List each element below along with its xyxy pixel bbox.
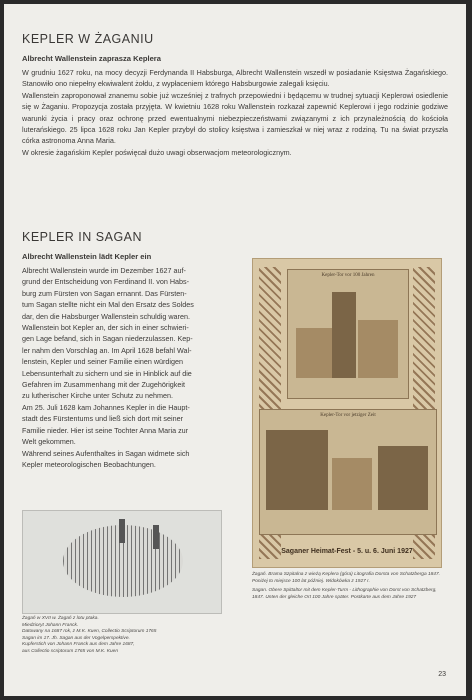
section-polish <box>22 32 448 158</box>
building-illustration <box>332 458 372 510</box>
text-line: Kepler meteorologischen Beobachtungen. <box>22 459 156 469</box>
engraving-caption <box>22 616 212 656</box>
caption-line: Miedzioryt Johann Franck. <box>22 622 79 628</box>
festival-postcard-image <box>252 258 442 568</box>
subheading-german: Albrecht Wallenstein lädt Kepler ein <box>22 252 152 261</box>
section-heading-german: KEPLER IN SAGAN <box>22 230 143 244</box>
caption-line: Żagań w XVII w. Żagań z lotu ptaka. <box>22 616 99 621</box>
text-line: Welt gekommen. <box>22 437 76 447</box>
text-line: gen Lage befand, sich in Sagan niederzulassen. Kep- <box>22 334 193 344</box>
caption-line: Datowany na 1687 rok, z M.K. Kuen, Collectio Scriptorum 1765 <box>22 629 157 635</box>
caption-line: Sagan im 17. Jh. Sagan aus der Vogelperspektive. <box>22 635 130 641</box>
caption-line: aus Collectio scriptorum 1765 von M.K. Kuen <box>22 648 118 654</box>
postcard-caption <box>252 572 442 601</box>
tower-illustration <box>119 519 125 543</box>
caption-polish: Żagań. Brama Szpitalna z wieżą Keplera (góra) Litografia Dorsta von Schatzberga 1847. Poniżej to miejsce 100 lat później. Widokówka z 1927 r. <box>252 572 440 584</box>
text-line: zu lutherischer Kirche unter Schutz zu nehmen. <box>22 391 174 401</box>
postcard-caption-top: Kepler-Tor vor 100 Jahren <box>321 273 375 278</box>
section-heading-polish: KEPLER W ŻAGANIU <box>22 32 154 46</box>
document-page <box>4 4 466 696</box>
text-line: Wallenstein bot Kepler an, der sich in einer schwieri- <box>22 323 189 333</box>
text-line: grund der Entscheidung von Ferdinand II. von Habs- <box>22 277 190 287</box>
text-line: dar, den die Habsburger Wallenstein schuldig waren. <box>22 311 190 321</box>
text-line: burg zum Fürsten von Sagan ernannt. Das Fürsten- <box>22 288 187 298</box>
subheading-polish: Albrecht Wallenstein zaprasza Keplera <box>22 54 161 63</box>
text-line: ler nahm den Vorschlag an. Im April 1628 befahl Wal- <box>22 345 192 355</box>
building-illustration <box>266 430 328 510</box>
text-line: stadt des Fürstentums und ließ sich dort mit seiner <box>22 414 183 424</box>
text-line: Albrecht Wallenstein wurde im Dezember 1627 auf- <box>22 266 186 275</box>
text-line: lenstein, Kepler und seiner Familie einen würdigen <box>22 357 184 367</box>
text-line: Am 25. Juli 1628 kam Johannes Kepler in die Haupt- <box>22 402 190 412</box>
caption-german: Sagan. Obere Spittaltor mit dem Kepler-Turm - Lithographie von Dorst von Schatzberg, 1847. Unten der gleiche Ort 100 Jahre später. Postkarte aus dem Jahre 1927 <box>252 588 437 600</box>
paragraph-polish-2: Wallenstein zaproponował znanemu sobie już wcześniej z trafnych przepowiedni i będącemu w trudnej sytuacji Keplerowi osiedlenie się w Żaganiu. Propozycja została przyjęta. W kwietniu 1628 roku Wallenstein rozkazał zapewnić Keplerowi i jego rodzinie godziwe warunki życia i pracy oraz ochronę przed ewentualnymi niebezpieczeństwami związanymi z ich przynależnością do kościoła luterańskiego. 25 lipca 1628 roku Jan Kepler przybył do stolicy księstwa i zamieszkał w niej wraz z rodziną. Tu na świat przyszła córka astronoma Anna Maria. <box>22 90 448 146</box>
building-illustration <box>296 328 332 378</box>
text-line: Gefahren im Zusammenhang mit der Zugehörigkeit <box>22 380 185 390</box>
paragraph-polish-1: W grudniu 1627 roku, na mocy decyzji Ferdynanda II Habsburga, Albrecht Wallenstein wszedł w posiadanie Księstwa Żagańskiego. Stanowiło ono niepełny ekwiwalent żołdu, z wypłaceniem którego Habsburgowie zalegali księciu. <box>22 68 448 89</box>
kepler-gate-lithograph <box>287 269 409 399</box>
text-line: Lebensunterhalt zu sichern und sie in Hinblick auf die <box>22 368 192 378</box>
gate-tower-illustration <box>332 292 356 378</box>
postcard-footer: Saganer Heimat-Fest - 5. u. 6. Juni 1927 <box>281 548 413 555</box>
kepler-gate-photo <box>259 409 437 535</box>
building-illustration <box>378 446 428 510</box>
caption-line: Kupferstich von Johann Franck aus dem Jahre 1687, <box>22 642 135 648</box>
tower-illustration <box>153 525 159 549</box>
page-number: 23 <box>438 671 446 678</box>
paragraph-polish-3: W okresie żagańskim Kepler poświęcał dużo uwagi obserwacjom meteorologicznym. <box>22 147 292 157</box>
postcard-caption-mid: Kepler-Tor vor jetziger Zeit <box>320 413 376 418</box>
text-line: Familie nieder. Hier ist seine Tochter Anna Maria zur <box>22 425 189 435</box>
building-illustration <box>358 320 398 378</box>
sagan-birdseye-engraving <box>22 510 222 614</box>
text-line: tum Sagan stellte nicht ein Mal den Ersatz des Soldes <box>22 300 194 310</box>
text-line: Während seines Aufenthaltes in Sagan widmete sich <box>22 448 190 458</box>
